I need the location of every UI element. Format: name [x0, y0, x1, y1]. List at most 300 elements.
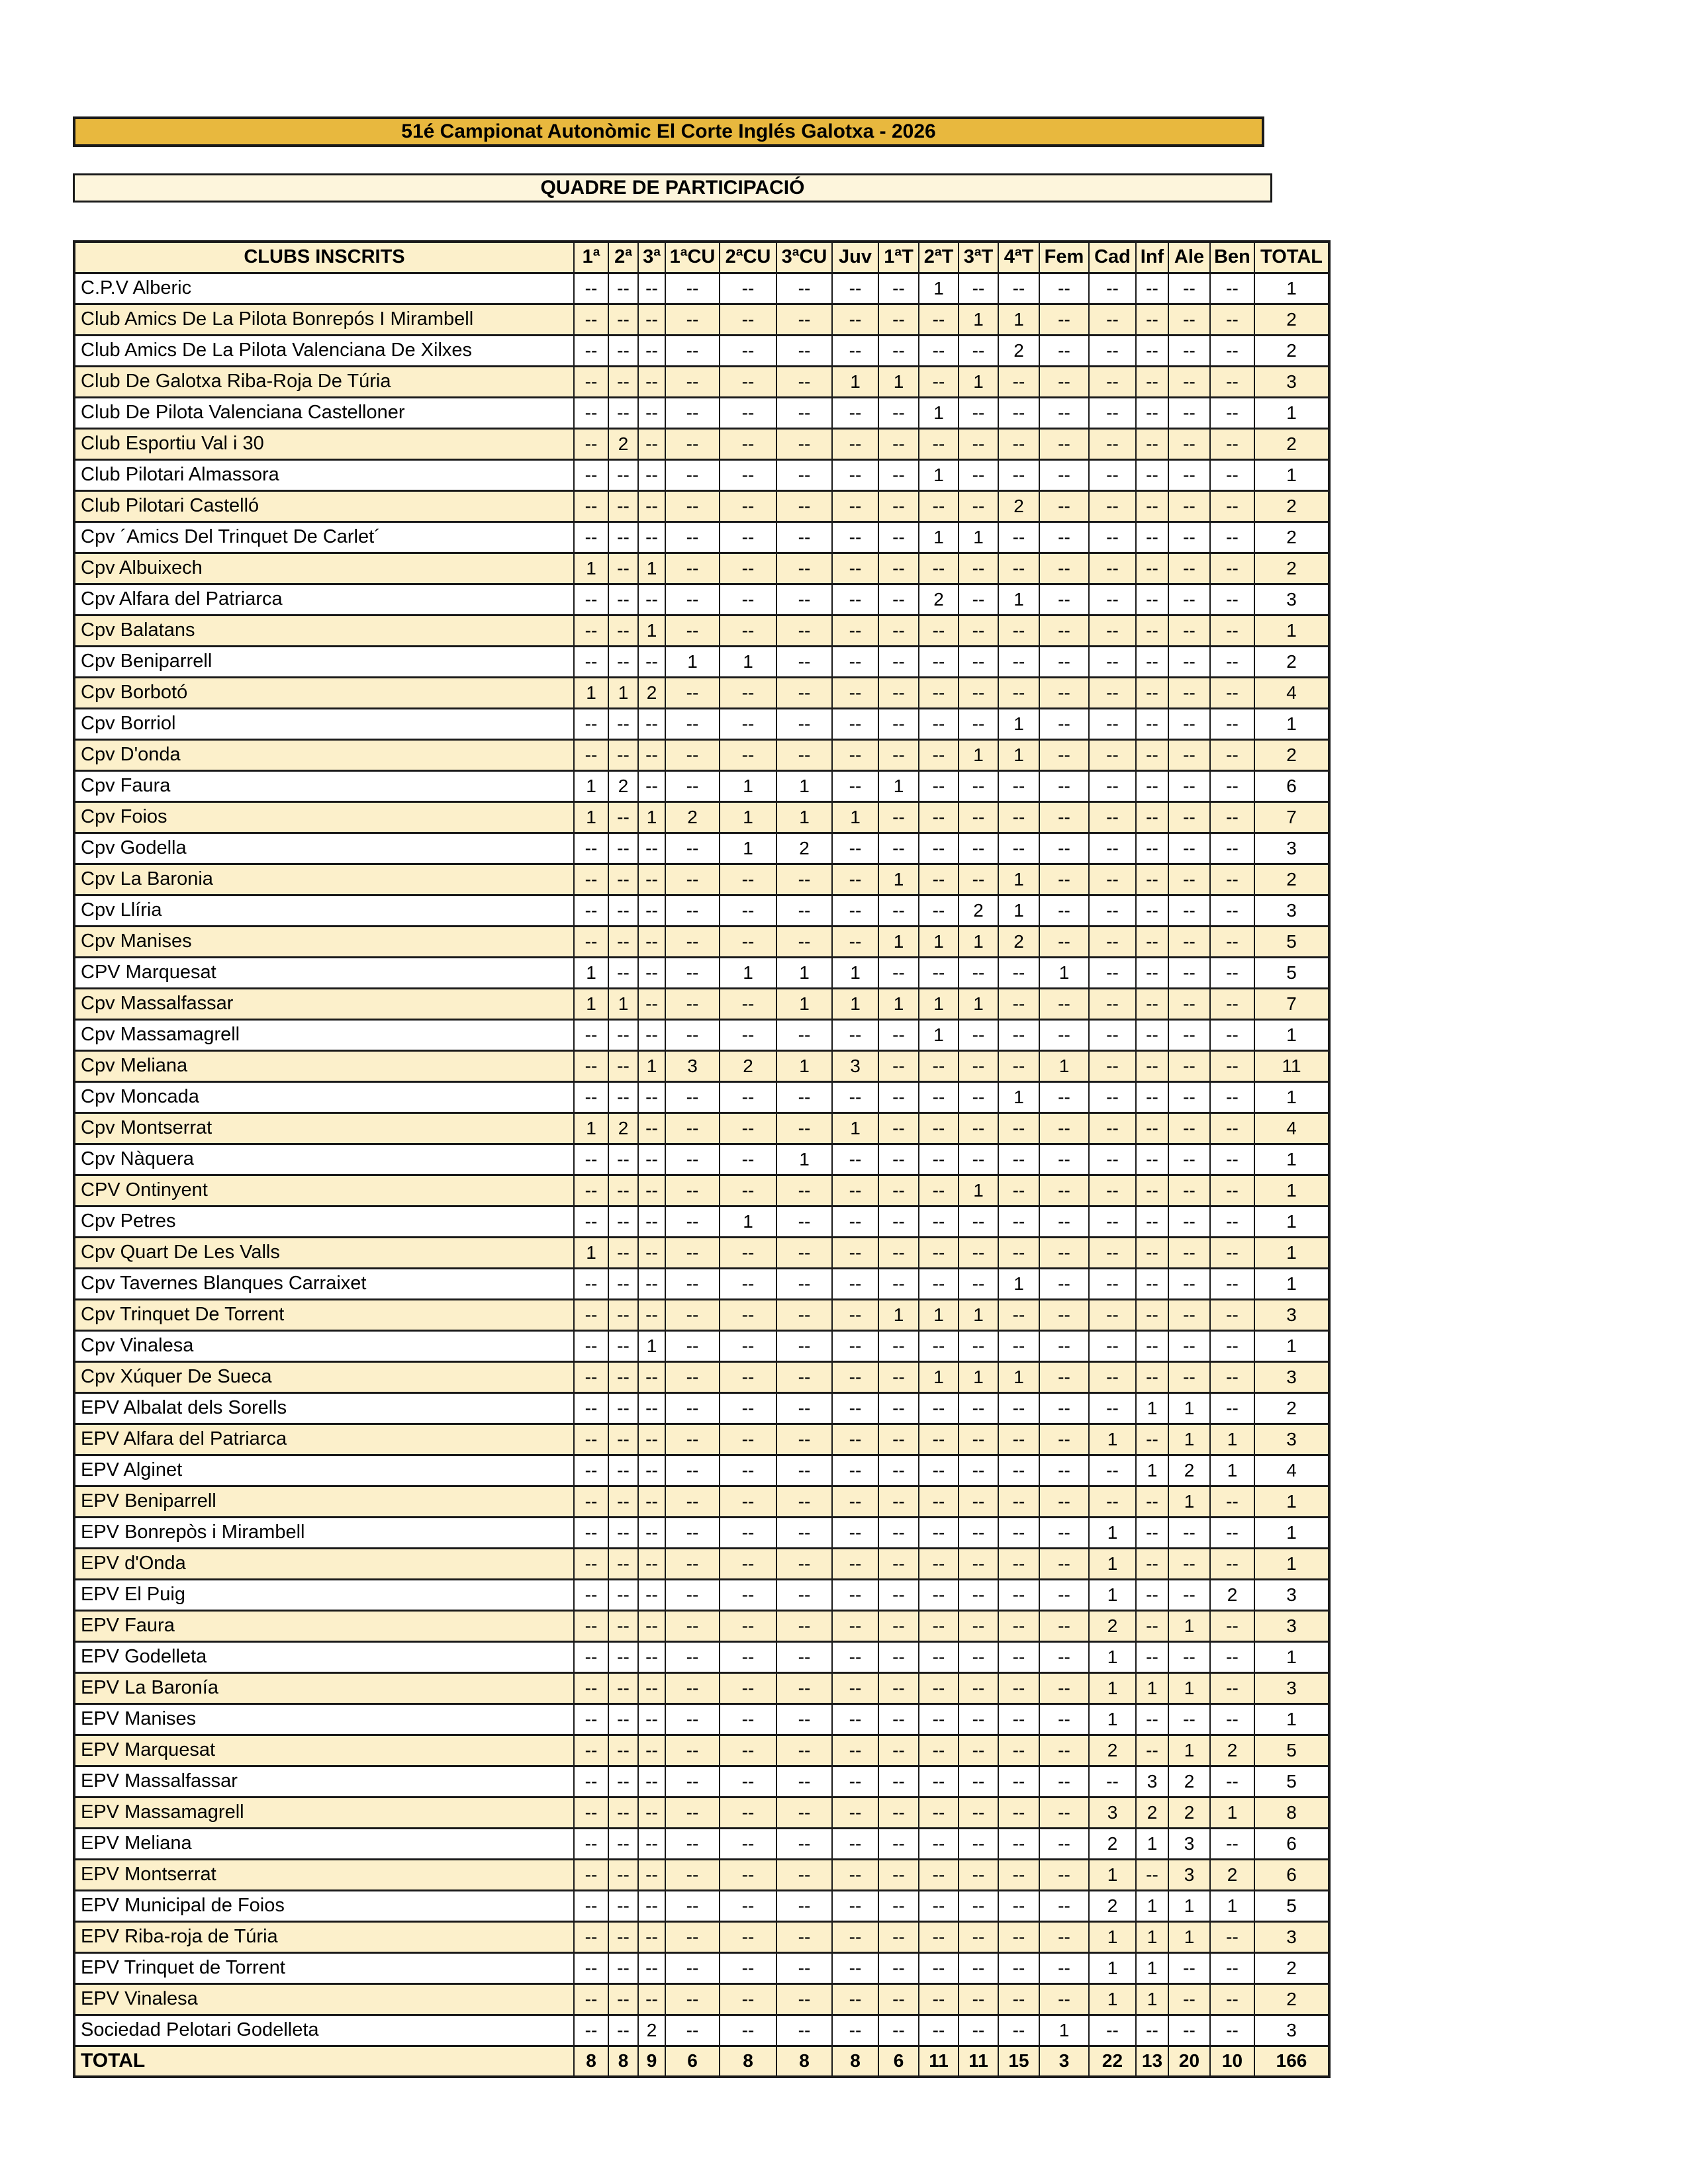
table-row — [74, 1579, 1329, 1610]
value-cell: -- — [574, 1672, 608, 1704]
value-cell: -- — [1210, 1050, 1254, 1081]
value-cell: -- — [638, 366, 665, 397]
row-total-cell: 4 — [1254, 677, 1329, 708]
value-cell: -- — [608, 1330, 638, 1361]
table-row — [74, 1299, 1329, 1330]
table-row — [74, 864, 1329, 895]
row-total-cell: 3 — [1254, 1921, 1329, 1952]
value-cell: 1 — [720, 646, 776, 677]
value-cell: -- — [959, 1766, 998, 1797]
table-row — [74, 1113, 1329, 1144]
value-cell: -- — [1210, 366, 1254, 397]
value-cell: -- — [878, 335, 919, 366]
row-total-cell: 5 — [1254, 1890, 1329, 1921]
value-cell: -- — [720, 1175, 776, 1206]
value-cell: -- — [665, 708, 720, 739]
value-cell: -- — [998, 1455, 1039, 1486]
club-name-cell: EPV Albalat dels Sorells — [74, 1392, 574, 1424]
value-cell: -- — [665, 584, 720, 615]
value-cell: -- — [665, 1672, 720, 1704]
value-cell: -- — [1210, 584, 1254, 615]
row-total-cell: 1 — [1254, 397, 1329, 428]
value-cell: -- — [959, 1050, 998, 1081]
value-cell: 1 — [1168, 1610, 1210, 1641]
value-cell: -- — [959, 1610, 998, 1641]
value-cell: -- — [832, 397, 878, 428]
value-cell: -- — [832, 1890, 878, 1921]
value-cell: -- — [1089, 304, 1136, 335]
value-cell: 1 — [919, 397, 959, 428]
table-row — [74, 1019, 1329, 1050]
value-cell: -- — [1136, 1175, 1168, 1206]
value-cell: -- — [665, 1921, 720, 1952]
value-cell: -- — [1136, 1424, 1168, 1455]
value-cell: -- — [1136, 957, 1168, 988]
value-cell: -- — [1039, 428, 1089, 459]
value-cell: -- — [832, 1392, 878, 1424]
value-cell: -- — [878, 1704, 919, 1735]
value-cell: 2 — [638, 677, 665, 708]
value-cell: -- — [1039, 1299, 1089, 1330]
value-cell: -- — [832, 1579, 878, 1610]
table-row — [74, 335, 1329, 366]
value-cell: -- — [919, 366, 959, 397]
value-cell: 11 — [959, 2046, 998, 2077]
value-cell: -- — [574, 864, 608, 895]
value-cell: -- — [959, 490, 998, 522]
value-cell: 1 — [720, 770, 776, 801]
row-total-cell: 6 — [1254, 770, 1329, 801]
club-name-cell: Cpv Quart De Les Valls — [74, 1237, 574, 1268]
row-total-cell: 1 — [1254, 1206, 1329, 1237]
table-row — [74, 1672, 1329, 1704]
value-cell: -- — [1039, 1548, 1089, 1579]
value-cell: -- — [1039, 926, 1089, 957]
value-cell: -- — [959, 1237, 998, 1268]
value-cell: -- — [878, 2015, 919, 2046]
value-cell: -- — [878, 584, 919, 615]
value-cell: -- — [574, 1081, 608, 1113]
value-cell: -- — [1039, 708, 1089, 739]
value-cell: -- — [1168, 895, 1210, 926]
value-cell: 1 — [1168, 1486, 1210, 1517]
row-total-cell: 1 — [1254, 1330, 1329, 1361]
value-cell: -- — [998, 957, 1039, 988]
value-cell: 1 — [1136, 1890, 1168, 1921]
table-row — [74, 988, 1329, 1019]
value-cell: 1 — [1089, 1672, 1136, 1704]
value-cell: 11 — [919, 2046, 959, 2077]
value-cell: 1 — [638, 1330, 665, 1361]
header-row — [74, 242, 1329, 273]
value-cell: -- — [1136, 677, 1168, 708]
value-cell: -- — [1168, 1081, 1210, 1113]
value-cell: -- — [574, 584, 608, 615]
table-row — [74, 397, 1329, 428]
value-cell: -- — [574, 615, 608, 646]
row-total-cell: 1 — [1254, 708, 1329, 739]
value-cell: -- — [720, 1268, 776, 1299]
value-cell: -- — [1210, 801, 1254, 833]
value-cell: -- — [959, 801, 998, 833]
value-cell: -- — [574, 273, 608, 304]
value-cell: -- — [878, 1392, 919, 1424]
value-cell: -- — [832, 1766, 878, 1797]
value-cell: 1 — [1168, 1735, 1210, 1766]
value-cell: -- — [998, 1828, 1039, 1859]
row-total-cell: 2 — [1254, 739, 1329, 770]
value-cell: -- — [608, 1517, 638, 1548]
value-cell: 2 — [608, 1113, 638, 1144]
value-cell: -- — [1136, 366, 1168, 397]
value-cell: 1 — [1210, 1455, 1254, 1486]
value-cell: -- — [1136, 1299, 1168, 1330]
value-cell: -- — [574, 739, 608, 770]
value-cell: -- — [665, 1019, 720, 1050]
value-cell: -- — [1039, 1828, 1089, 1859]
club-name-cell: EPV Vinalesa — [74, 1983, 574, 2015]
value-cell: -- — [608, 1704, 638, 1735]
value-cell: -- — [638, 1610, 665, 1641]
value-cell: -- — [1039, 988, 1089, 1019]
value-cell: -- — [776, 397, 832, 428]
value-cell: -- — [776, 1392, 832, 1424]
value-cell: -- — [1136, 988, 1168, 1019]
value-cell: -- — [1210, 1330, 1254, 1361]
value-cell: -- — [1039, 553, 1089, 584]
value-cell: -- — [1039, 584, 1089, 615]
value-cell: -- — [638, 1672, 665, 1704]
table-row — [74, 1424, 1329, 1455]
value-cell: -- — [665, 1859, 720, 1890]
value-cell: -- — [832, 2015, 878, 2046]
value-cell: -- — [608, 646, 638, 677]
value-cell: 1 — [720, 801, 776, 833]
value-cell: -- — [998, 1921, 1039, 1952]
value-cell: 1 — [998, 584, 1039, 615]
value-cell: 3 — [1039, 2046, 1089, 2077]
value-cell: -- — [1210, 1113, 1254, 1144]
value-cell: -- — [1210, 2015, 1254, 2046]
table-row — [74, 1859, 1329, 1890]
value-cell: -- — [1210, 833, 1254, 864]
value-cell: -- — [638, 988, 665, 1019]
table-row — [74, 366, 1329, 397]
value-cell: -- — [1039, 1641, 1089, 1672]
value-cell: -- — [919, 615, 959, 646]
value-cell: -- — [720, 1672, 776, 1704]
column-header: Ben — [1210, 242, 1254, 273]
value-cell: -- — [638, 428, 665, 459]
row-total-cell: 6 — [1254, 1828, 1329, 1859]
value-cell: -- — [998, 1890, 1039, 1921]
value-cell: -- — [998, 1641, 1039, 1672]
club-name-cell: Club Pilotari Almassora — [74, 459, 574, 490]
value-cell: -- — [832, 1424, 878, 1455]
value-cell: -- — [1210, 1361, 1254, 1392]
value-cell: -- — [832, 615, 878, 646]
value-cell: 1 — [720, 1206, 776, 1237]
value-cell: -- — [878, 1548, 919, 1579]
row-total-cell: 4 — [1254, 1455, 1329, 1486]
value-cell: -- — [776, 1797, 832, 1828]
value-cell: -- — [1168, 490, 1210, 522]
value-cell: -- — [959, 1952, 998, 1983]
value-cell: -- — [1136, 1859, 1168, 1890]
value-cell: -- — [959, 335, 998, 366]
value-cell: -- — [608, 273, 638, 304]
table-row — [74, 1610, 1329, 1641]
value-cell: 2 — [1136, 1797, 1168, 1828]
value-cell: -- — [832, 1486, 878, 1517]
value-cell: -- — [665, 428, 720, 459]
value-cell: -- — [1136, 1237, 1168, 1268]
value-cell: -- — [832, 1641, 878, 1672]
club-name-cell: Club Esportiu Val i 30 — [74, 428, 574, 459]
value-cell: -- — [1168, 615, 1210, 646]
value-cell: -- — [1089, 864, 1136, 895]
value-cell: -- — [665, 1424, 720, 1455]
value-cell: -- — [720, 1237, 776, 1268]
value-cell: -- — [1039, 273, 1089, 304]
value-cell: -- — [959, 957, 998, 988]
value-cell: -- — [776, 1859, 832, 1890]
value-cell: -- — [776, 1952, 832, 1983]
value-cell: 1 — [919, 459, 959, 490]
value-cell: -- — [574, 926, 608, 957]
value-cell: 1 — [998, 1361, 1039, 1392]
value-cell: -- — [776, 553, 832, 584]
column-header: Ale — [1168, 242, 1210, 273]
value-cell: -- — [1210, 1144, 1254, 1175]
value-cell: -- — [919, 1455, 959, 1486]
championship-title: 51é Campionat Autonòmic El Corte Inglés Galotxa - 2026 — [401, 120, 936, 142]
value-cell: -- — [959, 2015, 998, 2046]
club-name-cell: Club De Galotxa Riba-Roja De Túria — [74, 366, 574, 397]
value-cell: -- — [1210, 1206, 1254, 1237]
value-cell: -- — [998, 1766, 1039, 1797]
value-cell: -- — [608, 366, 638, 397]
club-name-cell: Cpv Petres — [74, 1206, 574, 1237]
value-cell: -- — [720, 490, 776, 522]
value-cell: -- — [919, 1268, 959, 1299]
value-cell: -- — [878, 1517, 919, 1548]
value-cell: 1 — [1136, 1983, 1168, 2015]
value-cell: 3 — [1089, 1797, 1136, 1828]
value-cell: -- — [574, 522, 608, 553]
value-cell: -- — [1168, 833, 1210, 864]
value-cell: -- — [720, 1641, 776, 1672]
value-cell: 2 — [638, 2015, 665, 2046]
value-cell: -- — [832, 770, 878, 801]
column-header: 4ªT — [998, 242, 1039, 273]
value-cell: -- — [998, 522, 1039, 553]
value-cell: -- — [574, 2015, 608, 2046]
value-cell: -- — [1089, 459, 1136, 490]
value-cell: -- — [1210, 926, 1254, 957]
value-cell: -- — [665, 1237, 720, 1268]
value-cell: -- — [1168, 988, 1210, 1019]
value-cell: -- — [1210, 1610, 1254, 1641]
value-cell: -- — [574, 1206, 608, 1237]
value-cell: -- — [1136, 1641, 1168, 1672]
value-cell: -- — [959, 1081, 998, 1113]
value-cell: -- — [959, 770, 998, 801]
value-cell: -- — [878, 1330, 919, 1361]
value-cell: -- — [878, 1921, 919, 1952]
value-cell: -- — [608, 1610, 638, 1641]
value-cell: -- — [1210, 459, 1254, 490]
value-cell: -- — [720, 459, 776, 490]
value-cell: -- — [959, 646, 998, 677]
table-body — [74, 273, 1329, 2077]
table-row — [74, 1361, 1329, 1392]
value-cell: -- — [878, 1144, 919, 1175]
value-cell: -- — [638, 1144, 665, 1175]
value-cell: -- — [720, 1610, 776, 1641]
value-cell: -- — [919, 553, 959, 584]
value-cell: -- — [638, 1548, 665, 1579]
value-cell: -- — [1039, 1081, 1089, 1113]
value-cell: -- — [665, 553, 720, 584]
value-cell: -- — [638, 1890, 665, 1921]
value-cell: 1 — [608, 988, 638, 1019]
value-cell: -- — [608, 1579, 638, 1610]
value-cell: -- — [1210, 273, 1254, 304]
value-cell: -- — [1039, 1890, 1089, 1921]
value-cell: -- — [776, 335, 832, 366]
club-name-cell: EPV Meliana — [74, 1828, 574, 1859]
value-cell: -- — [1136, 1330, 1168, 1361]
value-cell: -- — [878, 1237, 919, 1268]
value-cell: -- — [1210, 553, 1254, 584]
value-cell: 1 — [878, 864, 919, 895]
row-total-cell: 3 — [1254, 584, 1329, 615]
column-header: Fem — [1039, 242, 1089, 273]
value-cell: -- — [608, 864, 638, 895]
table-row — [74, 1921, 1329, 1952]
value-cell: -- — [574, 1921, 608, 1952]
club-name-cell: EPV Bonrepòs i Mirambell — [74, 1517, 574, 1548]
value-cell: -- — [776, 584, 832, 615]
value-cell: -- — [878, 304, 919, 335]
value-cell: 2 — [1168, 1766, 1210, 1797]
table-row — [74, 926, 1329, 957]
value-cell: -- — [959, 1890, 998, 1921]
value-cell: 1 — [919, 273, 959, 304]
value-cell: -- — [638, 1237, 665, 1268]
value-cell: -- — [919, 739, 959, 770]
value-cell: 2 — [1089, 1890, 1136, 1921]
value-cell: -- — [776, 304, 832, 335]
value-cell: -- — [832, 1704, 878, 1735]
value-cell: -- — [878, 1766, 919, 1797]
value-cell: -- — [574, 708, 608, 739]
value-cell: -- — [1089, 335, 1136, 366]
value-cell: 2 — [1089, 1828, 1136, 1859]
value-cell: -- — [1089, 1361, 1136, 1392]
club-name-cell: Cpv Trinquet De Torrent — [74, 1299, 574, 1330]
value-cell: -- — [776, 739, 832, 770]
value-cell: -- — [878, 1890, 919, 1921]
value-cell: -- — [919, 1704, 959, 1735]
value-cell: -- — [1168, 1019, 1210, 1050]
value-cell: -- — [776, 926, 832, 957]
value-cell: -- — [1089, 988, 1136, 1019]
club-name-cell: Cpv Massamagrell — [74, 1019, 574, 1050]
value-cell: -- — [574, 1983, 608, 2015]
club-name-cell: Cpv Massalfassar — [74, 988, 574, 1019]
value-cell: -- — [776, 864, 832, 895]
value-cell: -- — [959, 833, 998, 864]
value-cell: -- — [574, 1050, 608, 1081]
value-cell: -- — [776, 1517, 832, 1548]
value-cell: -- — [1136, 708, 1168, 739]
value-cell: -- — [776, 1735, 832, 1766]
value-cell: -- — [878, 708, 919, 739]
value-cell: -- — [574, 1735, 608, 1766]
value-cell: -- — [832, 1081, 878, 1113]
value-cell: 1 — [998, 895, 1039, 926]
value-cell: -- — [720, 304, 776, 335]
value-cell: -- — [878, 1424, 919, 1455]
value-cell: -- — [878, 801, 919, 833]
value-cell: 2 — [720, 1050, 776, 1081]
row-total-cell: 3 — [1254, 1424, 1329, 1455]
value-cell: -- — [776, 677, 832, 708]
value-cell: 1 — [919, 1361, 959, 1392]
value-cell: 1 — [1039, 2015, 1089, 2046]
value-cell: -- — [1136, 1735, 1168, 1766]
club-name-cell: Sociedad Pelotari Godelleta — [74, 2015, 574, 2046]
value-cell: -- — [919, 1330, 959, 1361]
value-cell: -- — [665, 1486, 720, 1517]
value-cell: -- — [1210, 895, 1254, 926]
value-cell: -- — [832, 1952, 878, 1983]
value-cell: -- — [776, 1113, 832, 1144]
value-cell: 2 — [919, 584, 959, 615]
value-cell: 3 — [665, 1050, 720, 1081]
row-total-cell: 2 — [1254, 1952, 1329, 1983]
value-cell: -- — [608, 708, 638, 739]
value-cell: -- — [720, 1735, 776, 1766]
club-name-cell: EPV Alfara del Patriarca — [74, 1424, 574, 1455]
value-cell: 1 — [832, 957, 878, 988]
value-cell: -- — [1136, 1050, 1168, 1081]
value-cell: -- — [1039, 1766, 1089, 1797]
value-cell: 1 — [608, 677, 638, 708]
row-total-cell: 1 — [1254, 1081, 1329, 1113]
value-cell: -- — [1210, 428, 1254, 459]
row-total-cell: 1 — [1254, 1175, 1329, 1206]
total-label-cell: TOTAL — [74, 2046, 574, 2077]
value-cell: -- — [1089, 833, 1136, 864]
value-cell: 1 — [1089, 1921, 1136, 1952]
value-cell: -- — [832, 273, 878, 304]
value-cell: 1 — [959, 1361, 998, 1392]
value-cell: 1 — [1168, 1424, 1210, 1455]
value-cell: -- — [665, 1579, 720, 1610]
value-cell: -- — [1168, 1175, 1210, 1206]
table-row — [74, 1175, 1329, 1206]
value-cell: -- — [1039, 1206, 1089, 1237]
value-cell: -- — [832, 1175, 878, 1206]
value-cell: -- — [1210, 522, 1254, 553]
row-total-cell: 1 — [1254, 1237, 1329, 1268]
value-cell: -- — [608, 1641, 638, 1672]
row-total-cell: 5 — [1254, 957, 1329, 988]
club-name-cell: Cpv La Baronia — [74, 864, 574, 895]
